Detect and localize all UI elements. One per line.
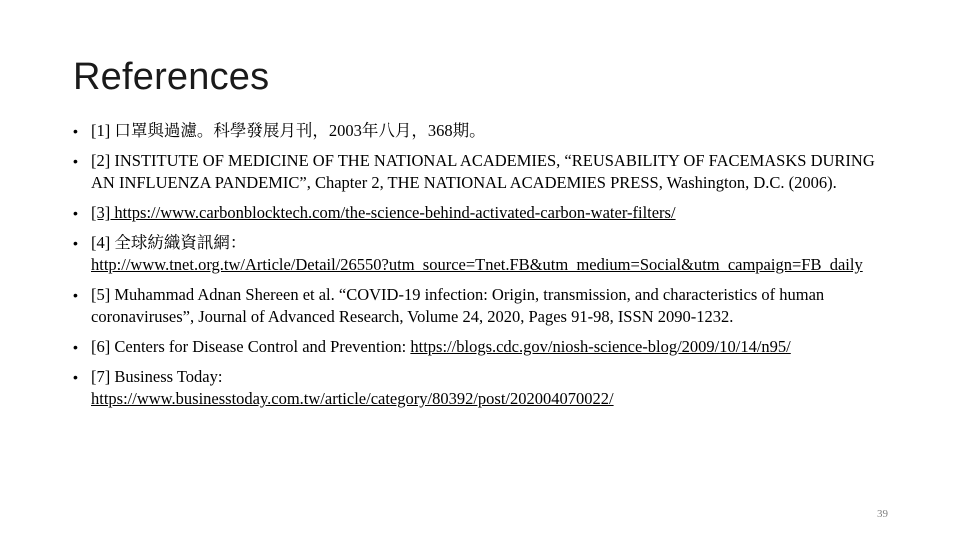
reference-item-4 bbox=[73, 232, 893, 276]
reference-text: [7] Business Today: bbox=[91, 367, 223, 386]
reference-text: [5] Muhammad Adnan Shereen et al. “COVID-19 infection: Origin, transmission, and characteristics of human coronaviruses”, Journal of Advanced Research, Volume 24, 2020, Pages 91-98, ISSN 2090-1232. bbox=[91, 285, 825, 326]
page-number: 39 bbox=[877, 508, 888, 520]
reference-link[interactable]: http://www.tnet.org.tw/Article/Detail/26550?utm_source=Tnet.FB&utm_medium=Social&utm_campaign=FB_daily bbox=[91, 255, 863, 274]
reference-item-6 bbox=[73, 336, 893, 358]
reference-text: [6] Centers for Disease Control and Prevention: bbox=[91, 337, 411, 356]
reference-item-7 bbox=[73, 366, 893, 410]
reference-text: [4] 全球紡織資訊網： bbox=[91, 233, 247, 252]
reference-item-5 bbox=[73, 284, 893, 328]
reference-link[interactable]: https://www.businesstoday.com.tw/article/category/80392/post/202004070022/ bbox=[91, 389, 614, 408]
reference-item-2 bbox=[73, 150, 893, 194]
reference-item-1 bbox=[73, 120, 893, 142]
bullet-icon: • bbox=[73, 339, 78, 355]
slide-title: References bbox=[73, 56, 270, 98]
reference-list bbox=[73, 120, 893, 418]
reference-link[interactable]: [3] https://www.carbonblocktech.com/the-science-behind-activated-carbon-water-filters/ bbox=[91, 203, 676, 222]
bullet-icon: • bbox=[73, 123, 78, 139]
reference-text: [1] 口罩與過濾。科學發展月刊，2003年八月，368期。 bbox=[91, 121, 486, 140]
reference-link[interactable]: https://blogs.cdc.gov/niosh-science-blog/2009/10/14/n95/ bbox=[410, 337, 791, 356]
bullet-icon: • bbox=[73, 153, 78, 169]
bullet-icon: • bbox=[73, 235, 78, 251]
bullet-icon: • bbox=[73, 205, 78, 221]
reference-item-3 bbox=[73, 202, 893, 224]
reference-text: [2] INSTITUTE OF MEDICINE OF THE NATIONAL ACADEMIES, “REUSABILITY OF FACEMASKS DURING AN INFLUENZA PANDEMIC”, Chapter 2, THE NATIONAL ACADEMIES PRESS, Washington, D.C. (2006). bbox=[91, 151, 875, 192]
bullet-icon: • bbox=[73, 287, 78, 303]
bullet-icon: • bbox=[73, 369, 78, 385]
